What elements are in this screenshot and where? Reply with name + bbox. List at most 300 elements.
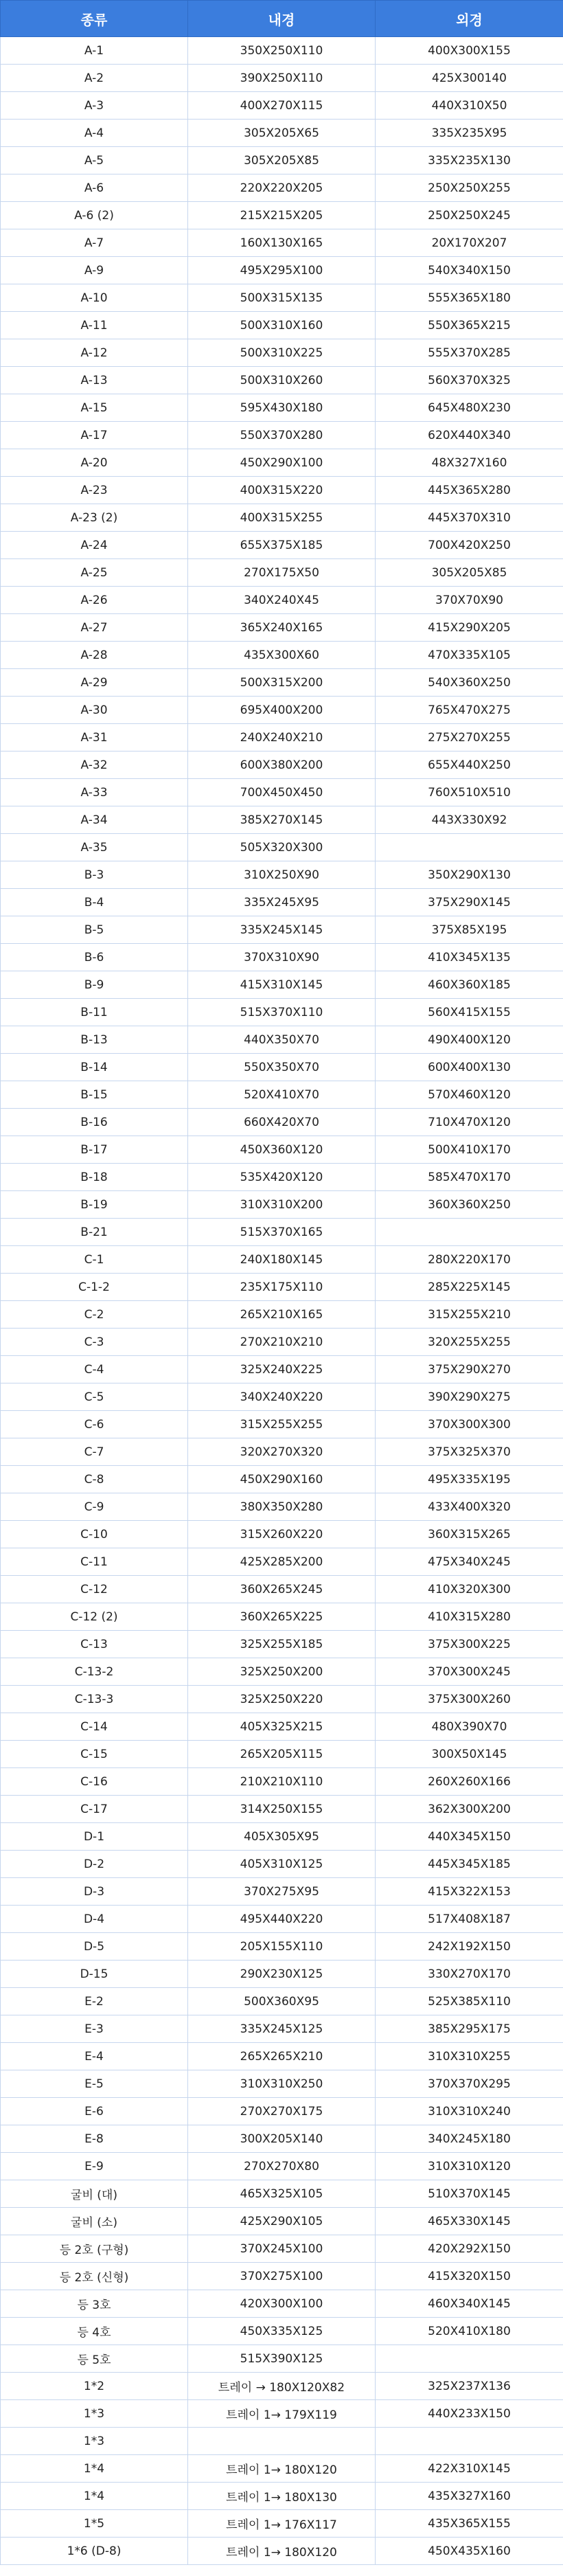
cell-inner-size: 220X220X205 — [188, 174, 376, 202]
cell-type: C-5 — [1, 1383, 188, 1411]
table-row — [1, 202, 563, 229]
cell-inner-size: 240X180X145 — [188, 1246, 376, 1274]
cell-inner-size: 325X250X200 — [188, 1658, 376, 1686]
cell-type: A-33 — [1, 779, 188, 806]
cell-outer-size: 310X310X240 — [376, 2098, 563, 2125]
cell-outer-size: 560X370X325 — [376, 367, 563, 394]
cell-type: A-5 — [1, 147, 188, 174]
cell-inner-size: 360X265X225 — [188, 1603, 376, 1631]
cell-type: C-1-2 — [1, 1274, 188, 1301]
table-row — [1, 806, 563, 834]
cell-outer-size: 275X270X255 — [376, 724, 563, 752]
table-row — [1, 1301, 563, 1329]
cell-outer-size: 465X330X145 — [376, 2208, 563, 2235]
cell-outer-size: 325X237X136 — [376, 2373, 563, 2400]
table-row — [1, 2318, 563, 2345]
cell-type: C-17 — [1, 1796, 188, 1823]
cell-outer-size: 500X410X170 — [376, 1136, 563, 1164]
table-row — [1, 2510, 563, 2538]
cell-type: B-9 — [1, 971, 188, 999]
table-row — [1, 1961, 563, 1988]
cell-outer-size: 760X510X510 — [376, 779, 563, 806]
table-row — [1, 477, 563, 504]
cell-outer-size: 410X345X135 — [376, 944, 563, 971]
table-row — [1, 257, 563, 284]
cell-outer-size: 560X415X155 — [376, 999, 563, 1026]
cell-inner-size: 505X320X300 — [188, 834, 376, 861]
cell-type: 등 4호 — [1, 2318, 188, 2345]
cell-outer-size: 375X300X225 — [376, 1631, 563, 1658]
table-row — [1, 504, 563, 532]
table-row — [1, 697, 563, 724]
cell-outer-size: 415X320X150 — [376, 2263, 563, 2290]
cell-inner-size: 315X260X220 — [188, 1521, 376, 1548]
table-row — [1, 587, 563, 614]
cell-outer-size — [376, 2428, 563, 2455]
cell-outer-size: 570X460X120 — [376, 1081, 563, 1109]
cell-outer-size: 655X440X250 — [376, 752, 563, 779]
cell-outer-size — [376, 2345, 563, 2373]
cell-inner-size: 600X380X200 — [188, 752, 376, 779]
table-row — [1, 1686, 563, 1713]
cell-type: A-13 — [1, 367, 188, 394]
cell-type: 굴비 (소) — [1, 2208, 188, 2235]
table-row — [1, 889, 563, 916]
cell-inner-size: 700X450X450 — [188, 779, 376, 806]
cell-inner-size: 335X245X145 — [188, 916, 376, 944]
table-row — [1, 779, 563, 806]
table-row — [1, 1191, 563, 1219]
cell-outer-size: 765X470X275 — [376, 697, 563, 724]
cell-outer-size: 390X290X275 — [376, 1383, 563, 1411]
cell-type: C-2 — [1, 1301, 188, 1329]
table-row — [1, 1851, 563, 1878]
cell-type: C-6 — [1, 1411, 188, 1438]
table-row — [1, 2125, 563, 2153]
cell-type: D-2 — [1, 1851, 188, 1878]
cell-outer-size: 250X250X245 — [376, 202, 563, 229]
cell-inner-size: 400X270X115 — [188, 92, 376, 120]
cell-outer-size: 375X85X195 — [376, 916, 563, 944]
cell-inner-size: 235X175X110 — [188, 1274, 376, 1301]
cell-outer-size: 310X310X120 — [376, 2153, 563, 2180]
cell-type: A-2 — [1, 65, 188, 92]
cell-type: A-1 — [1, 37, 188, 65]
cell-outer-size: 305X205X85 — [376, 559, 563, 587]
table-row — [1, 2263, 563, 2290]
cell-outer-size: 422X310X145 — [376, 2455, 563, 2483]
table-row — [1, 1383, 563, 1411]
cell-outer-size: 710X470X120 — [376, 1109, 563, 1136]
cell-type: 1*5 — [1, 2510, 188, 2538]
cell-outer-size: 375X290X145 — [376, 889, 563, 916]
cell-type: 굴비 (대) — [1, 2180, 188, 2208]
cell-outer-size: 450X435X160 — [376, 2538, 563, 2565]
table-row — [1, 174, 563, 202]
cell-type: A-35 — [1, 834, 188, 861]
cell-outer-size: 330X270X170 — [376, 1961, 563, 1988]
cell-inner-size: 425X290X105 — [188, 2208, 376, 2235]
cell-type: A-25 — [1, 559, 188, 587]
cell-outer-size: 585X470X170 — [376, 1164, 563, 1191]
cell-outer-size: 415X290X205 — [376, 614, 563, 642]
cell-outer-size: 510X370X145 — [376, 2180, 563, 2208]
cell-outer-size: 425X300140 — [376, 65, 563, 92]
cell-outer-size: 370X300X245 — [376, 1658, 563, 1686]
cell-outer-size: 375X300X260 — [376, 1686, 563, 1713]
cell-outer-size: 370X370X295 — [376, 2070, 563, 2098]
cell-inner-size: 520X410X70 — [188, 1081, 376, 1109]
cell-outer-size: 490X400X120 — [376, 1026, 563, 1054]
cell-type: C-3 — [1, 1329, 188, 1356]
cell-type: C-16 — [1, 1768, 188, 1796]
cell-inner-size: 425X285X200 — [188, 1548, 376, 1576]
table-row — [1, 1878, 563, 1906]
cell-inner-size: 314X250X155 — [188, 1796, 376, 1823]
cell-outer-size: 435X327X160 — [376, 2483, 563, 2510]
table-row — [1, 2235, 563, 2263]
cell-inner-size: 405X310X125 — [188, 1851, 376, 1878]
cell-type: 1*3 — [1, 2428, 188, 2455]
cell-type: E-2 — [1, 1988, 188, 2015]
cell-inner-size: 340X240X220 — [188, 1383, 376, 1411]
cell-outer-size: 445X370X310 — [376, 504, 563, 532]
cell-inner-size: 515X370X165 — [188, 1219, 376, 1246]
cell-inner-size: 215X215X205 — [188, 202, 376, 229]
cell-outer-size: 420X292X150 — [376, 2235, 563, 2263]
table-row — [1, 2538, 563, 2565]
table-row — [1, 2483, 563, 2510]
cell-outer-size: 475X340X245 — [376, 1548, 563, 1576]
table-row — [1, 147, 563, 174]
cell-outer-size: 360X360X250 — [376, 1191, 563, 1219]
cell-type: B-17 — [1, 1136, 188, 1164]
table-row — [1, 2455, 563, 2483]
cell-type: C-9 — [1, 1493, 188, 1521]
cell-inner-size: 305X205X65 — [188, 120, 376, 147]
cell-inner-size: 315X255X255 — [188, 1411, 376, 1438]
cell-outer-size: 410X315X280 — [376, 1603, 563, 1631]
cell-outer-size: 335X235X95 — [376, 120, 563, 147]
table-row — [1, 2373, 563, 2400]
cell-outer-size: 600X400X130 — [376, 1054, 563, 1081]
cell-outer-size — [376, 834, 563, 861]
cell-type: B-16 — [1, 1109, 188, 1136]
cell-inner-size: 495X440X220 — [188, 1906, 376, 1933]
cell-type: 1*2 — [1, 2373, 188, 2400]
table-row — [1, 2400, 563, 2428]
cell-type: 1*6 (D-8) — [1, 2538, 188, 2565]
cell-outer-size: 350X290X130 — [376, 861, 563, 889]
cell-outer-size: 525X385X110 — [376, 1988, 563, 2015]
cell-type: C-10 — [1, 1521, 188, 1548]
table-row — [1, 614, 563, 642]
table-row — [1, 229, 563, 257]
cell-outer-size: 360X315X265 — [376, 1521, 563, 1548]
cell-type: C-1 — [1, 1246, 188, 1274]
cell-type: A-17 — [1, 422, 188, 449]
cell-inner-size: 515X370X110 — [188, 999, 376, 1026]
cell-type: E-5 — [1, 2070, 188, 2098]
cell-inner-size: 160X130X165 — [188, 229, 376, 257]
table-row — [1, 1933, 563, 1961]
cell-inner-size: 205X155X110 — [188, 1933, 376, 1961]
cell-type: C-13-2 — [1, 1658, 188, 1686]
cell-type: A-30 — [1, 697, 188, 724]
cell-inner-size: 400X315X220 — [188, 477, 376, 504]
table-row — [1, 999, 563, 1026]
table-row — [1, 1603, 563, 1631]
cell-type: A-32 — [1, 752, 188, 779]
table-row — [1, 1493, 563, 1521]
cell-inner-size: 305X205X85 — [188, 147, 376, 174]
cell-inner-size: 500X315X135 — [188, 284, 376, 312]
cell-type: 1*4 — [1, 2455, 188, 2483]
cell-outer-size: 335X235X130 — [376, 147, 563, 174]
cell-outer-size: 400X300X155 — [376, 37, 563, 65]
cell-inner-size: 310X310X250 — [188, 2070, 376, 2098]
table-row — [1, 2428, 563, 2455]
table-row — [1, 37, 563, 65]
cell-inner-size: 290X230X125 — [188, 1961, 376, 1988]
cell-type: A-26 — [1, 587, 188, 614]
cell-type: C-11 — [1, 1548, 188, 1576]
cell-inner-size: 500X315X200 — [188, 669, 376, 697]
table-row — [1, 1521, 563, 1548]
table-row — [1, 339, 563, 367]
cell-inner-size: 325X255X185 — [188, 1631, 376, 1658]
cell-type: E-9 — [1, 2153, 188, 2180]
cell-type: A-3 — [1, 92, 188, 120]
cell-inner-size: 500X310X160 — [188, 312, 376, 339]
cell-outer-size: 385X295X175 — [376, 2015, 563, 2043]
table-row — [1, 559, 563, 587]
cell-type: A-7 — [1, 229, 188, 257]
cell-type: B-13 — [1, 1026, 188, 1054]
cell-outer-size — [376, 1219, 563, 1246]
cell-outer-size: 362X300X200 — [376, 1796, 563, 1823]
cell-inner-size: 300X205X140 — [188, 2125, 376, 2153]
cell-type: C-7 — [1, 1438, 188, 1466]
cell-outer-size: 645X480X230 — [376, 394, 563, 422]
cell-inner-size: 440X350X70 — [188, 1026, 376, 1054]
table-row — [1, 367, 563, 394]
cell-inner-size: 495X295X100 — [188, 257, 376, 284]
cell-type: B-15 — [1, 1081, 188, 1109]
cell-type: A-27 — [1, 614, 188, 642]
cell-inner-size: 트레이 → 180X120X82 — [188, 2373, 376, 2400]
cell-outer-size: 375X290X270 — [376, 1356, 563, 1383]
cell-inner-size: 380X350X280 — [188, 1493, 376, 1521]
cell-inner-size: 465X325X105 — [188, 2180, 376, 2208]
cell-inner-size: 370X310X90 — [188, 944, 376, 971]
cell-inner-size: 405X325X215 — [188, 1713, 376, 1741]
table-row — [1, 1026, 563, 1054]
cell-outer-size: 435X365X155 — [376, 2510, 563, 2538]
cell-outer-size: 280X220X170 — [376, 1246, 563, 1274]
cell-type: 1*3 — [1, 2400, 188, 2428]
cell-type: D-15 — [1, 1961, 188, 1988]
cell-outer-size: 260X260X166 — [376, 1768, 563, 1796]
cell-type: B-19 — [1, 1191, 188, 1219]
cell-inner-size: 660X420X70 — [188, 1109, 376, 1136]
table-row — [1, 752, 563, 779]
table-row — [1, 1741, 563, 1768]
cell-outer-size: 415X322X153 — [376, 1878, 563, 1906]
cell-type: D-3 — [1, 1878, 188, 1906]
table-row — [1, 1576, 563, 1603]
cell-type: C-14 — [1, 1713, 188, 1741]
cell-type: A-29 — [1, 669, 188, 697]
table-row — [1, 532, 563, 559]
cell-inner-size: 370X275X100 — [188, 2263, 376, 2290]
cell-type: A-6 (2) — [1, 202, 188, 229]
cell-outer-size: 460X340X145 — [376, 2290, 563, 2318]
cell-inner-size: 320X270X320 — [188, 1438, 376, 1466]
table-row — [1, 724, 563, 752]
cell-type: D-5 — [1, 1933, 188, 1961]
table-row — [1, 1054, 563, 1081]
cell-inner-size: 450X335X125 — [188, 2318, 376, 2345]
cell-inner-size: 400X315X255 — [188, 504, 376, 532]
cell-inner-size: 415X310X145 — [188, 971, 376, 999]
cell-inner-size: 335X245X95 — [188, 889, 376, 916]
header-outer-size: 외경 — [376, 1, 563, 37]
cell-outer-size: 320X255X255 — [376, 1329, 563, 1356]
cell-outer-size: 555X365X180 — [376, 284, 563, 312]
cell-outer-size: 540X340X150 — [376, 257, 563, 284]
cell-outer-size: 540X360X250 — [376, 669, 563, 697]
cell-type: D-1 — [1, 1823, 188, 1851]
table-row — [1, 1109, 563, 1136]
cell-inner-size: 450X290X160 — [188, 1466, 376, 1493]
cell-type: 등 5호 — [1, 2345, 188, 2373]
cell-type: A-34 — [1, 806, 188, 834]
cell-type: A-20 — [1, 449, 188, 477]
cell-inner-size: 695X400X200 — [188, 697, 376, 724]
table-row — [1, 2345, 563, 2373]
table-row — [1, 971, 563, 999]
cell-inner-size: 515X390X125 — [188, 2345, 376, 2373]
cell-outer-size: 370X70X90 — [376, 587, 563, 614]
cell-inner-size: 270X270X80 — [188, 2153, 376, 2180]
cell-inner-size: 트레이 1→ 176X117 — [188, 2510, 376, 2538]
table-row — [1, 916, 563, 944]
cell-inner-size: 340X240X45 — [188, 587, 376, 614]
cell-outer-size: 445X365X280 — [376, 477, 563, 504]
cell-type: B-11 — [1, 999, 188, 1026]
cell-inner-size: 210X210X110 — [188, 1768, 376, 1796]
cell-type: C-4 — [1, 1356, 188, 1383]
cell-type: C-15 — [1, 1741, 188, 1768]
cell-inner-size: 420X300X100 — [188, 2290, 376, 2318]
cell-inner-size: 450X360X120 — [188, 1136, 376, 1164]
cell-type: C-12 — [1, 1576, 188, 1603]
cell-inner-size: 335X245X125 — [188, 2015, 376, 2043]
cell-outer-size: 440X345X150 — [376, 1823, 563, 1851]
cell-type: B-18 — [1, 1164, 188, 1191]
cell-inner-size: 270X270X175 — [188, 2098, 376, 2125]
cell-type: C-13-3 — [1, 1686, 188, 1713]
cell-inner-size: 595X430X180 — [188, 394, 376, 422]
table-row — [1, 1466, 563, 1493]
cell-type: E-4 — [1, 2043, 188, 2070]
cell-inner-size: 트레이 1→ 179X119 — [188, 2400, 376, 2428]
header-row — [1, 1, 563, 37]
cell-type: A-31 — [1, 724, 188, 752]
cell-inner-size: 350X250X110 — [188, 37, 376, 65]
cell-outer-size: 517X408X187 — [376, 1906, 563, 1933]
cell-outer-size: 555X370X285 — [376, 339, 563, 367]
cell-inner-size: 270X175X50 — [188, 559, 376, 587]
cell-inner-size: 435X300X60 — [188, 642, 376, 669]
cell-outer-size: 285X225X145 — [376, 1274, 563, 1301]
cell-outer-size: 250X250X255 — [376, 174, 563, 202]
table-row — [1, 1136, 563, 1164]
table-row — [1, 312, 563, 339]
cell-outer-size: 310X310X255 — [376, 2043, 563, 2070]
cell-type: A-4 — [1, 120, 188, 147]
cell-outer-size: 480X390X70 — [376, 1713, 563, 1741]
table-row — [1, 2015, 563, 2043]
cell-inner-size: 트레이 1→ 180X120 — [188, 2455, 376, 2483]
cell-inner-size — [188, 2428, 376, 2455]
table-row — [1, 2180, 563, 2208]
cell-type: B-4 — [1, 889, 188, 916]
cell-outer-size: 470X335X105 — [376, 642, 563, 669]
cell-inner-size: 325X250X220 — [188, 1686, 376, 1713]
cell-type: D-4 — [1, 1906, 188, 1933]
table-row — [1, 1411, 563, 1438]
cell-inner-size: 265X210X165 — [188, 1301, 376, 1329]
cell-inner-size: 500X360X95 — [188, 1988, 376, 2015]
table-row — [1, 1164, 563, 1191]
cell-type: 등 2호 (신형) — [1, 2263, 188, 2290]
table-row — [1, 2208, 563, 2235]
cell-type: E-6 — [1, 2098, 188, 2125]
cell-type: A-10 — [1, 284, 188, 312]
cell-type: C-12 (2) — [1, 1603, 188, 1631]
table-row — [1, 1438, 563, 1466]
cell-type: B-14 — [1, 1054, 188, 1081]
cell-outer-size: 443X330X92 — [376, 806, 563, 834]
table-row — [1, 1906, 563, 1933]
table-row — [1, 1246, 563, 1274]
cell-type: C-13 — [1, 1631, 188, 1658]
table-row — [1, 1988, 563, 2015]
cell-type: A-6 — [1, 174, 188, 202]
table-row — [1, 1219, 563, 1246]
cell-outer-size: 520X410X180 — [376, 2318, 563, 2345]
table-row — [1, 1823, 563, 1851]
cell-outer-size: 620X440X340 — [376, 422, 563, 449]
cell-inner-size: 365X240X165 — [188, 614, 376, 642]
cell-inner-size: 390X250X110 — [188, 65, 376, 92]
table-row — [1, 1768, 563, 1796]
table-row — [1, 834, 563, 861]
table-row — [1, 422, 563, 449]
cell-inner-size: 360X265X245 — [188, 1576, 376, 1603]
cell-type: A-28 — [1, 642, 188, 669]
table-row — [1, 669, 563, 697]
table-row — [1, 2290, 563, 2318]
table-row — [1, 1329, 563, 1356]
cell-inner-size: 310X250X90 — [188, 861, 376, 889]
cell-outer-size: 242X192X150 — [376, 1933, 563, 1961]
table-row — [1, 1713, 563, 1741]
cell-inner-size: 265X205X115 — [188, 1741, 376, 1768]
table-row — [1, 1796, 563, 1823]
